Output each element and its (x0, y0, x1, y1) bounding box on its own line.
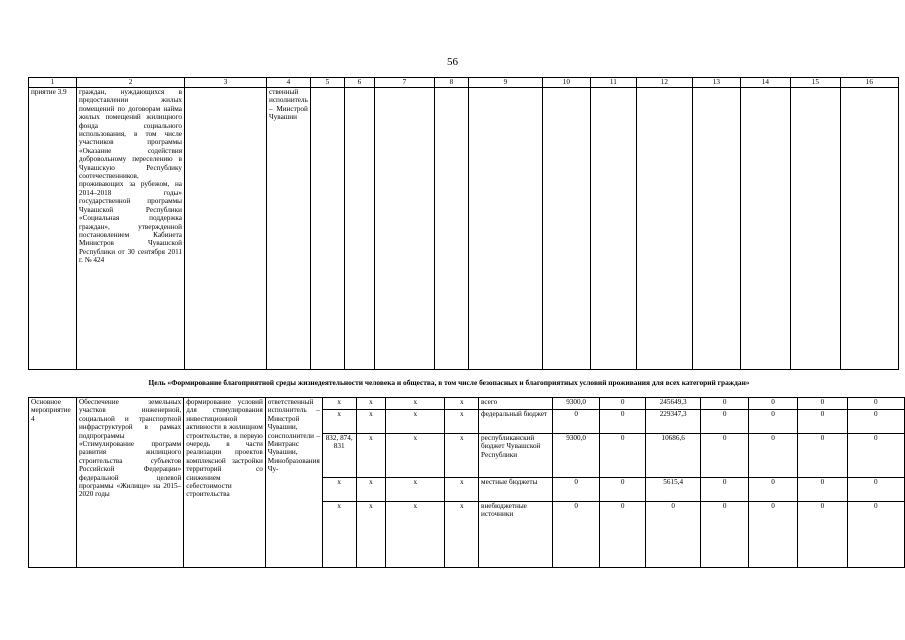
value-cell: 0 (748, 398, 797, 410)
goal-heading: Цель «Формирование благоприятной среды жизнедеятельности человека и общества, в том числе безопасных и благоприятных условий проживания для всех категорий граждан» (148, 378, 750, 387)
code-cell: x (445, 398, 479, 410)
value-cell: 0 (600, 398, 645, 410)
value-cell: 0 (600, 434, 645, 478)
code-cell: x (386, 478, 445, 502)
code-cell: x (356, 410, 386, 434)
header-row (29, 78, 899, 88)
code-cell: x (445, 434, 479, 478)
value-cell: 0 (701, 398, 748, 410)
value-cell: 0 (600, 478, 645, 502)
column-number-9: 9 (468, 78, 542, 88)
source-cell: республиканский бюджет Чувашской Республики (479, 434, 553, 478)
code-cell: x (445, 502, 479, 568)
column-number-8: 8 (434, 78, 468, 88)
code-cell: x (386, 502, 445, 568)
value-cell: 0 (798, 398, 847, 410)
column-number-16: 16 (840, 78, 898, 88)
value-cell: 0 (552, 410, 600, 434)
responsible-cell: ственный исполнитель – Минстрой Чувашии (267, 88, 311, 370)
grbs-cell: x (322, 502, 356, 568)
code-cell: x (356, 502, 386, 568)
column-number-5: 5 (310, 78, 344, 88)
source-cell: местные бюджеты (479, 478, 553, 502)
column-number-3: 3 (185, 78, 267, 88)
value-cell: 0 (798, 502, 847, 568)
value-cell: 0 (701, 434, 748, 478)
source-cell: всего (479, 398, 553, 410)
value-cell: 0 (701, 502, 748, 568)
code-cell: x (356, 398, 386, 410)
code-cell: x (356, 434, 386, 478)
source-cell: внебюджетные источники (479, 502, 553, 568)
column-number-6: 6 (344, 78, 374, 88)
value-cell: 0 (552, 478, 600, 502)
value-cell: 0 (600, 410, 645, 434)
value-cell: 9300,0 (552, 398, 600, 410)
value-cell: 0 (847, 410, 904, 434)
value-cell: 0 (798, 478, 847, 502)
value-cell: 9300,0 (552, 434, 600, 478)
value-cell: 0 (701, 410, 748, 434)
table-row (29, 398, 905, 410)
column-number-7: 7 (374, 78, 434, 88)
value-cell: 0 (847, 434, 904, 478)
measure-name-cell: граждан, нуждающихся в предоставлении жилых помещений по договорам найма жилых помещений жилищного фонда социального использования, в том числе участников программы «Оказание содействия добровольному переселению в Чувашскую Республику соотечественников, проживающих за рубежом, на 2014–2018 годы» государственной программы Чувашской Республики «Социальная поддержка граждан», утвержденной постановлением Кабинета Министров Чувашской Республики от 30 сентября 2011 г. № 424 (77, 88, 185, 370)
code-cell: x (445, 410, 479, 434)
code-cell: x (386, 410, 445, 434)
column-number-10: 10 (542, 78, 590, 88)
measure-number-cell: приятие 3.9 (29, 88, 77, 370)
table-row (29, 88, 899, 370)
value-cell: 0 (847, 478, 904, 502)
column-number-1: 1 (29, 78, 77, 88)
code-cell: x (356, 478, 386, 502)
value-cell: 0 (748, 502, 797, 568)
grbs-cell: x (322, 478, 356, 502)
code-cell: x (386, 398, 445, 410)
value-cell: 0 (798, 410, 847, 434)
column-number-4: 4 (267, 78, 311, 88)
value-cell: 0 (847, 502, 904, 568)
column-number-12: 12 (636, 78, 692, 88)
column-number-13: 13 (692, 78, 740, 88)
code-cell: x (445, 478, 479, 502)
value-cell: 0 (552, 502, 600, 568)
value-cell: 0 (748, 434, 797, 478)
grbs-cell: x (322, 398, 356, 410)
code-cell: x (386, 434, 445, 478)
value-cell: 0 (600, 502, 645, 568)
empty-cell (185, 88, 267, 370)
program-table-top (28, 77, 899, 370)
responsible-cell: ответственный исполнитель – Минстрой Чувашии, соисполнители – Минтранс Чувашии, Минобразования Чу- (265, 398, 322, 568)
program-table-bottom (28, 397, 905, 568)
value-cell: 0 (748, 478, 797, 502)
value-cell: 10686,6 (645, 434, 701, 478)
value-cell: 0 (748, 410, 797, 434)
page-number: 56 (447, 56, 458, 68)
source-cell: федеральный бюджет (479, 410, 553, 434)
grbs-cell: x (322, 410, 356, 434)
column-number-2: 2 (77, 78, 185, 88)
value-cell: 5615,4 (645, 478, 701, 502)
value-cell: 0 (798, 434, 847, 478)
measure-name-cell: Обеспечение земельных участков инженерной, социальной и транспортной инфраструктурой в рамках подпрограммы «Стимулирование программ развития жилищного строительства субъектов Российской Федерации» федеральной целевой программы «Жилище» на 2015–2020 годы (76, 398, 183, 568)
column-number-11: 11 (590, 78, 636, 88)
expected-result-cell: формирование условий для стимулирования инвестиционной активности в жилищном строительстве, в первую очередь в части реализации проектов комплексной застройки территорий со снижением себестоимости строительства (184, 398, 266, 568)
measure-number-cell: Основное мероприятие 4 (29, 398, 77, 568)
value-cell: 0 (645, 502, 701, 568)
value-cell: 0 (847, 398, 904, 410)
grbs-cell: 832, 874, 831 (322, 434, 356, 478)
value-cell: 229347,3 (645, 410, 701, 434)
value-cell: 0 (701, 478, 748, 502)
value-cell: 245649,3 (645, 398, 701, 410)
column-number-14: 14 (740, 78, 790, 88)
column-number-15: 15 (790, 78, 840, 88)
